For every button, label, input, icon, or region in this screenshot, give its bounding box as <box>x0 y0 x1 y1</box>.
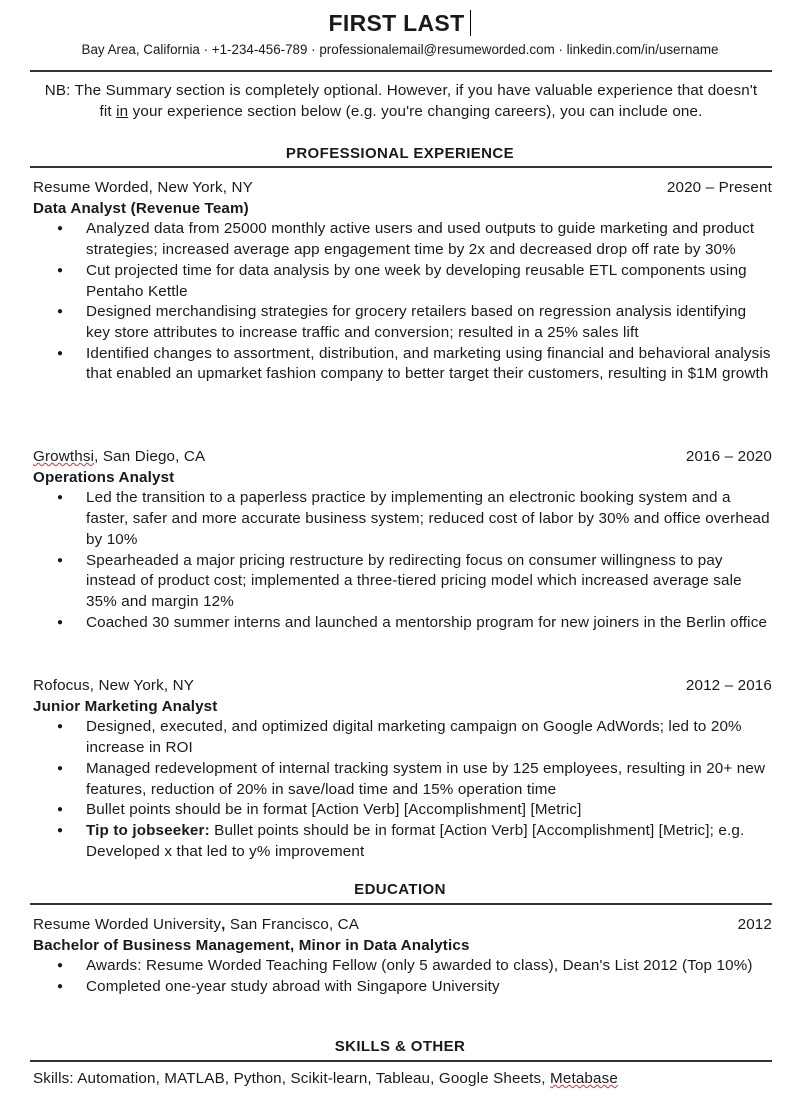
text-cursor <box>470 10 471 36</box>
divider <box>30 1060 772 1062</box>
job-title: Operations Analyst <box>33 468 175 486</box>
year: 2012 <box>737 916 772 933</box>
company: Resume Worded, New York, NY <box>33 179 253 196</box>
company: Rofocus, New York, NY <box>33 677 195 694</box>
summary-underlined: in <box>116 103 129 120</box>
degree: Bachelor of Business Management, Minor in Data Analytics <box>33 936 470 954</box>
bullet-item: ● Designed merchandising strategies for grocery retailers based on regression analysis identifying key store attributes to increase traffic and conversion; resulted in a 25% sales lift <box>86 302 772 343</box>
school <box>33 915 359 936</box>
company <box>33 447 205 468</box>
skills-last: Metabase <box>550 1070 618 1087</box>
section-heading-education: EDUCATION <box>354 881 446 898</box>
summary-note <box>40 80 762 122</box>
bullet-item: ● Cut projected time for data analysis by one week by developing reusable ETL components using Pentaho Kettle <box>86 261 772 302</box>
summary-text: your experience section below (e.g. you're changing careers), you can include one. <box>128 103 703 120</box>
section-heading-experience: PROFESSIONAL EXPERIENCE <box>285 145 515 162</box>
skills-text: Skills: Automation, MATLAB, Python, Scikit-learn, Tableau, Google Sheets, <box>33 1070 551 1087</box>
divider <box>30 166 772 168</box>
candidate-name <box>0 10 800 37</box>
dates: 2016 – 2020 <box>685 448 772 465</box>
school-name: Resume Worded University <box>33 916 222 933</box>
dates: 2012 – 2016 <box>685 677 772 694</box>
school-location: San Francisco, CA <box>225 916 360 933</box>
job-entry <box>33 447 772 633</box>
bullet-item: ● Analyzed data from 25000 monthly active users and used outputs to guide marketing and product strategies; increased average app engagement time by 2x and decreased drop off rate by 30% <box>86 219 772 260</box>
section-heading-skills: SKILLS & OTHER <box>334 1038 466 1055</box>
bullet-item: ● Bullet points should be in format [Action Verb] [Accomplishment] [Metric] <box>86 800 772 821</box>
bullet-item: ● Designed, executed, and optimized digital marketing campaign on Google AdWords; led to 20% increase in ROI <box>86 717 772 758</box>
bullet-item: ● Identified changes to assortment, distribution, and marketing using financial and behavioral analysis that enabled an upmarket fashion company to better target their customers, resulting in $1M growth <box>86 344 772 385</box>
contact-line: Bay Area, California · +1-234-456-789 · professionalemail@resumeworded.com · linkedin.com/in/username <box>81 42 719 57</box>
bullet-item-tip <box>86 821 772 862</box>
company-location: , San Diego, CA <box>94 448 206 465</box>
job-entry <box>33 178 772 385</box>
summary-text: NB: The Summary section is completely optional. However, if you have valuable experience that doesn't fit <box>44 82 758 120</box>
tip-text: Bullet points should be in format [Action Verb] [Accomplishment] [Metric]; e.g. Developed x that led to y% improvement <box>86 821 745 860</box>
job-entry <box>33 676 772 862</box>
name-text: FIRST LAST <box>328 10 465 36</box>
education-entry <box>33 915 772 998</box>
job-title: Junior Marketing Analyst <box>33 697 218 715</box>
dates: 2020 – Present <box>666 179 772 196</box>
separator: , <box>221 916 226 933</box>
bullet-item: ● Managed redevelopment of internal tracking system in use by 125 employees, resulting in 20+ new features, reduction of 20% in save/load time and 15% operation time <box>86 759 772 800</box>
bullet-item: ● Led the transition to a paperless practice by implementing an electronic booking system and a faster, safer and more accurate business system; reduced cost of labor by 30% and office overhead by 10% <box>86 488 772 550</box>
divider <box>30 70 772 72</box>
bullet-item: ● Coached 30 summer interns and launched a mentorship program for new joiners in the Berlin office <box>86 613 772 634</box>
divider <box>30 903 772 905</box>
skills-line <box>33 1070 618 1087</box>
bullet-item: ● Spearheaded a major pricing restructure by redirecting focus on consumer willingness to pay instead of product cost; implemented a three-tiered pricing model which increased average sale 35% and margin 12% <box>86 551 772 613</box>
tip-label: Tip to jobseeker: <box>86 821 210 839</box>
company-name: Growthsi <box>33 448 95 465</box>
job-title: Data Analyst (Revenue Team) <box>33 199 249 217</box>
bullet-item: ● Completed one-year study abroad with Singapore University <box>86 977 772 998</box>
bullet-item: ● Awards: Resume Worded Teaching Fellow (only 5 awarded to class), Dean's List 2012 (Top 10%) <box>86 956 772 977</box>
